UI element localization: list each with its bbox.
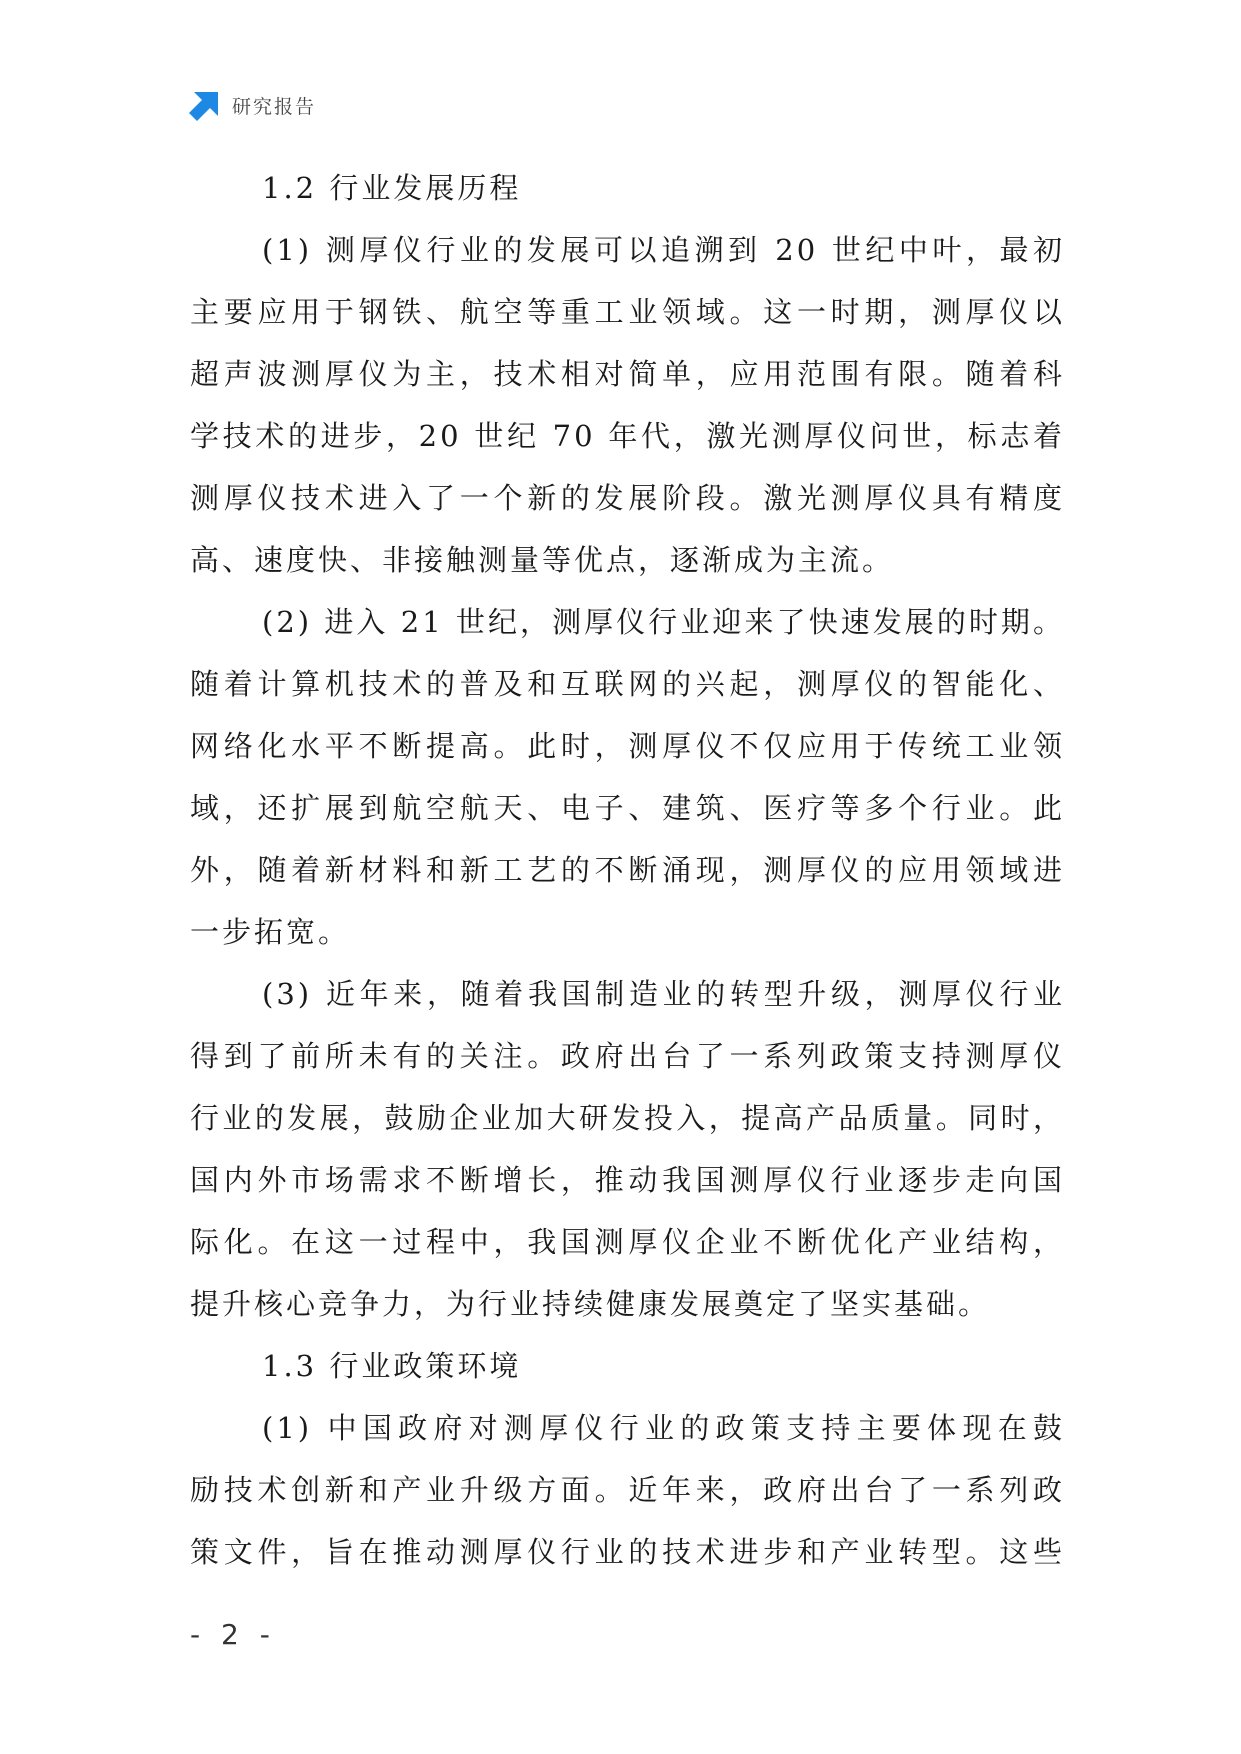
paragraph-line: 测厚仪技术进入了一个新的发展阶段。激光测厚仪具有精度	[190, 481, 1065, 515]
paragraph-line: 随着计算机技术的普及和互联网的兴起，测厚仪的智能化、	[190, 667, 1065, 701]
arrow-up-right-icon	[188, 88, 222, 122]
paragraph-line: 主要应用于钢铁、航空等重工业领域。这一时期，测厚仪以	[190, 295, 1065, 329]
section-heading: 1.3 行业政策环境	[262, 1349, 522, 1383]
paragraph-line: 高、速度快、非接触测量等优点，逐渐成为主流。	[190, 543, 895, 577]
paragraph-line: 策文件，旨在推动测厚仪行业的技术进步和产业转型。这些	[190, 1535, 1065, 1569]
paragraph-line: 外，随着新材料和新工艺的不断涌现，测厚仪的应用领域进	[190, 853, 1065, 887]
paragraph-line: 域，还扩展到航空航天、电子、建筑、医疗等多个行业。此	[190, 791, 1065, 825]
paragraph-line: 励技术创新和产业升级方面。近年来，政府出台了一系列政	[190, 1473, 1065, 1507]
paragraph-line: 一步拓宽。	[190, 915, 351, 949]
page-number: - 2 -	[190, 1618, 276, 1651]
paragraph-line: (1) 中国政府对测厚仪行业的政策支持主要体现在鼓	[262, 1411, 1065, 1445]
section-heading: 1.2 行业发展历程	[262, 171, 522, 205]
paragraph-line: (2) 进入 21 世纪，测厚仪行业迎来了快速发展的时期。	[262, 605, 1065, 639]
paragraph-line: 得到了前所未有的关注。政府出台了一系列政策支持测厚仪	[190, 1039, 1065, 1073]
document-body	[190, 157, 1065, 1583]
paragraph-line: 学技术的进步，20 世纪 70 年代，激光测厚仪问世，标志着	[190, 419, 1065, 453]
paragraph-line: 行业的发展，鼓励企业加大研发投入，提高产品质量。同时，	[190, 1101, 1065, 1135]
paragraph-line: 际化。在这一过程中，我国测厚仪企业不断优化产业结构，	[190, 1225, 1065, 1259]
paragraph-line: (3) 近年来，随着我国制造业的转型升级，测厚仪行业	[262, 977, 1065, 1011]
paragraph-line: 超声波测厚仪为主，技术相对简单，应用范围有限。随着科	[190, 357, 1065, 391]
report-header	[188, 88, 316, 122]
paragraph-line: 国内外市场需求不断增长，推动我国测厚仪行业逐步走向国	[190, 1163, 1065, 1197]
paragraph-line: 网络化水平不断提高。此时，测厚仪不仅应用于传统工业领	[190, 729, 1065, 763]
paragraph-line: (1) 测厚仪行业的发展可以追溯到 20 世纪中叶，最初	[262, 233, 1065, 267]
paragraph-line: 提升核心竞争力，为行业持续健康发展奠定了坚实基础。	[190, 1287, 991, 1321]
header-title: 研究报告	[232, 95, 317, 118]
